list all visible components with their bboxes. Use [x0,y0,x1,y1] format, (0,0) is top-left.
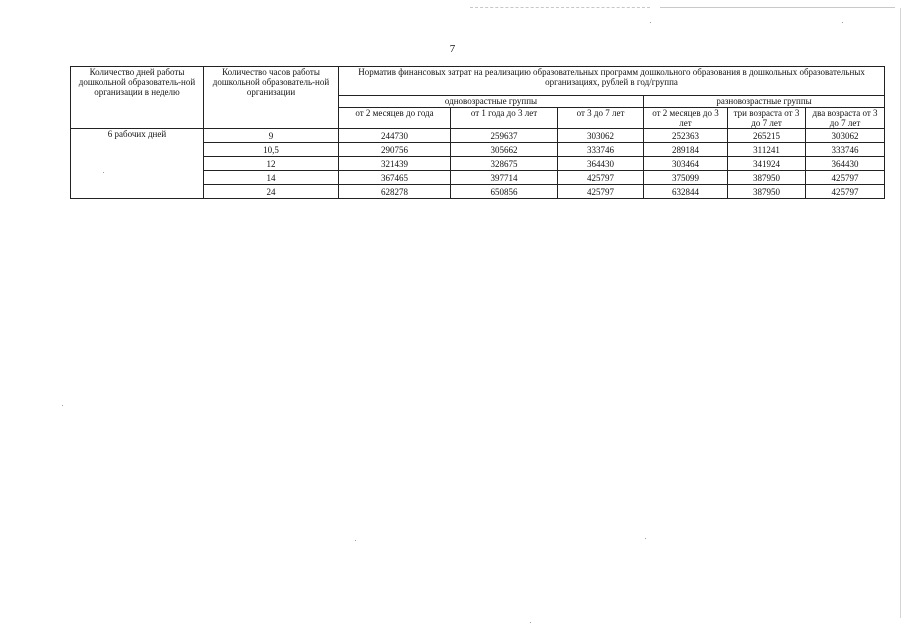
value-cell: 397714 [451,171,558,185]
scan-edge-line [900,8,901,618]
value-cell: 311241 [728,143,806,157]
scan-speck [530,622,531,623]
normative-table [70,66,885,199]
value-cell: 387950 [728,171,806,185]
subheader-cell: от 2 месяцев до 3 лет [644,108,728,129]
value-cell: 252363 [644,129,728,143]
value-cell: 289184 [644,143,728,157]
scan-artifact-line [470,7,650,8]
hours-cell: 10,5 [204,143,339,157]
scan-speck [62,405,63,406]
value-cell: 375099 [644,171,728,185]
value-cell: 265215 [728,129,806,143]
value-cell: 303464 [644,157,728,171]
value-cell: 632844 [644,185,728,199]
table-row [71,129,885,143]
value-cell: 333746 [558,143,644,157]
subheader-cell: от 1 года до 3 лет [451,108,558,129]
value-cell: 303062 [806,129,885,143]
value-cell: 244730 [339,129,451,143]
value-cell: 425797 [806,171,885,185]
header-normative: Норматив финансовых затрат на реализацию образовательных программ дошкольного образования в дошкольных образовательных организациях, рублей в год/группа [339,67,885,96]
header-mixed-age-groups: разновозрастные группы [644,96,885,108]
value-cell: 290756 [339,143,451,157]
value-cell: 364430 [558,157,644,171]
value-cell: 425797 [558,171,644,185]
value-cell: 333746 [806,143,885,157]
header-same-age-groups: одновозрастные группы [339,96,644,108]
value-cell: 303062 [558,129,644,143]
value-cell: 364430 [806,157,885,171]
scan-artifact-line [660,7,895,8]
scan-speck [842,22,843,23]
subheader-cell: от 2 месяцев до года [339,108,451,129]
hours-cell: 24 [204,185,339,199]
value-cell: 305662 [451,143,558,157]
page-number: 7 [449,43,456,55]
scan-speck [355,540,356,541]
subheader-cell: три возраста от 3 до 7 лет [728,108,806,129]
value-cell: 425797 [806,185,885,199]
scan-speck [650,22,651,23]
subheader-cell: два возраста от 3 до 7 лет [806,108,885,129]
value-cell: 387950 [728,185,806,199]
header-days: Количество дней работы дошкольной образователь-ной организации в неделю [71,67,204,129]
hours-cell: 9 [204,129,339,143]
subheader-cell: от 3 до 7 лет [558,108,644,129]
days-cell: 6 рабочих дней [71,129,204,199]
header-hours: Количество часов работы дошкольной образователь-ной организации [204,67,339,129]
value-cell: 650856 [451,185,558,199]
hours-cell: 14 [204,171,339,185]
value-cell: 367465 [339,171,451,185]
value-cell: 425797 [558,185,644,199]
scan-speck [645,538,646,539]
value-cell: 328675 [451,157,558,171]
value-cell: 321439 [339,157,451,171]
hours-cell: 12 [204,157,339,171]
value-cell: 341924 [728,157,806,171]
value-cell: 628278 [339,185,451,199]
value-cell: 259637 [451,129,558,143]
